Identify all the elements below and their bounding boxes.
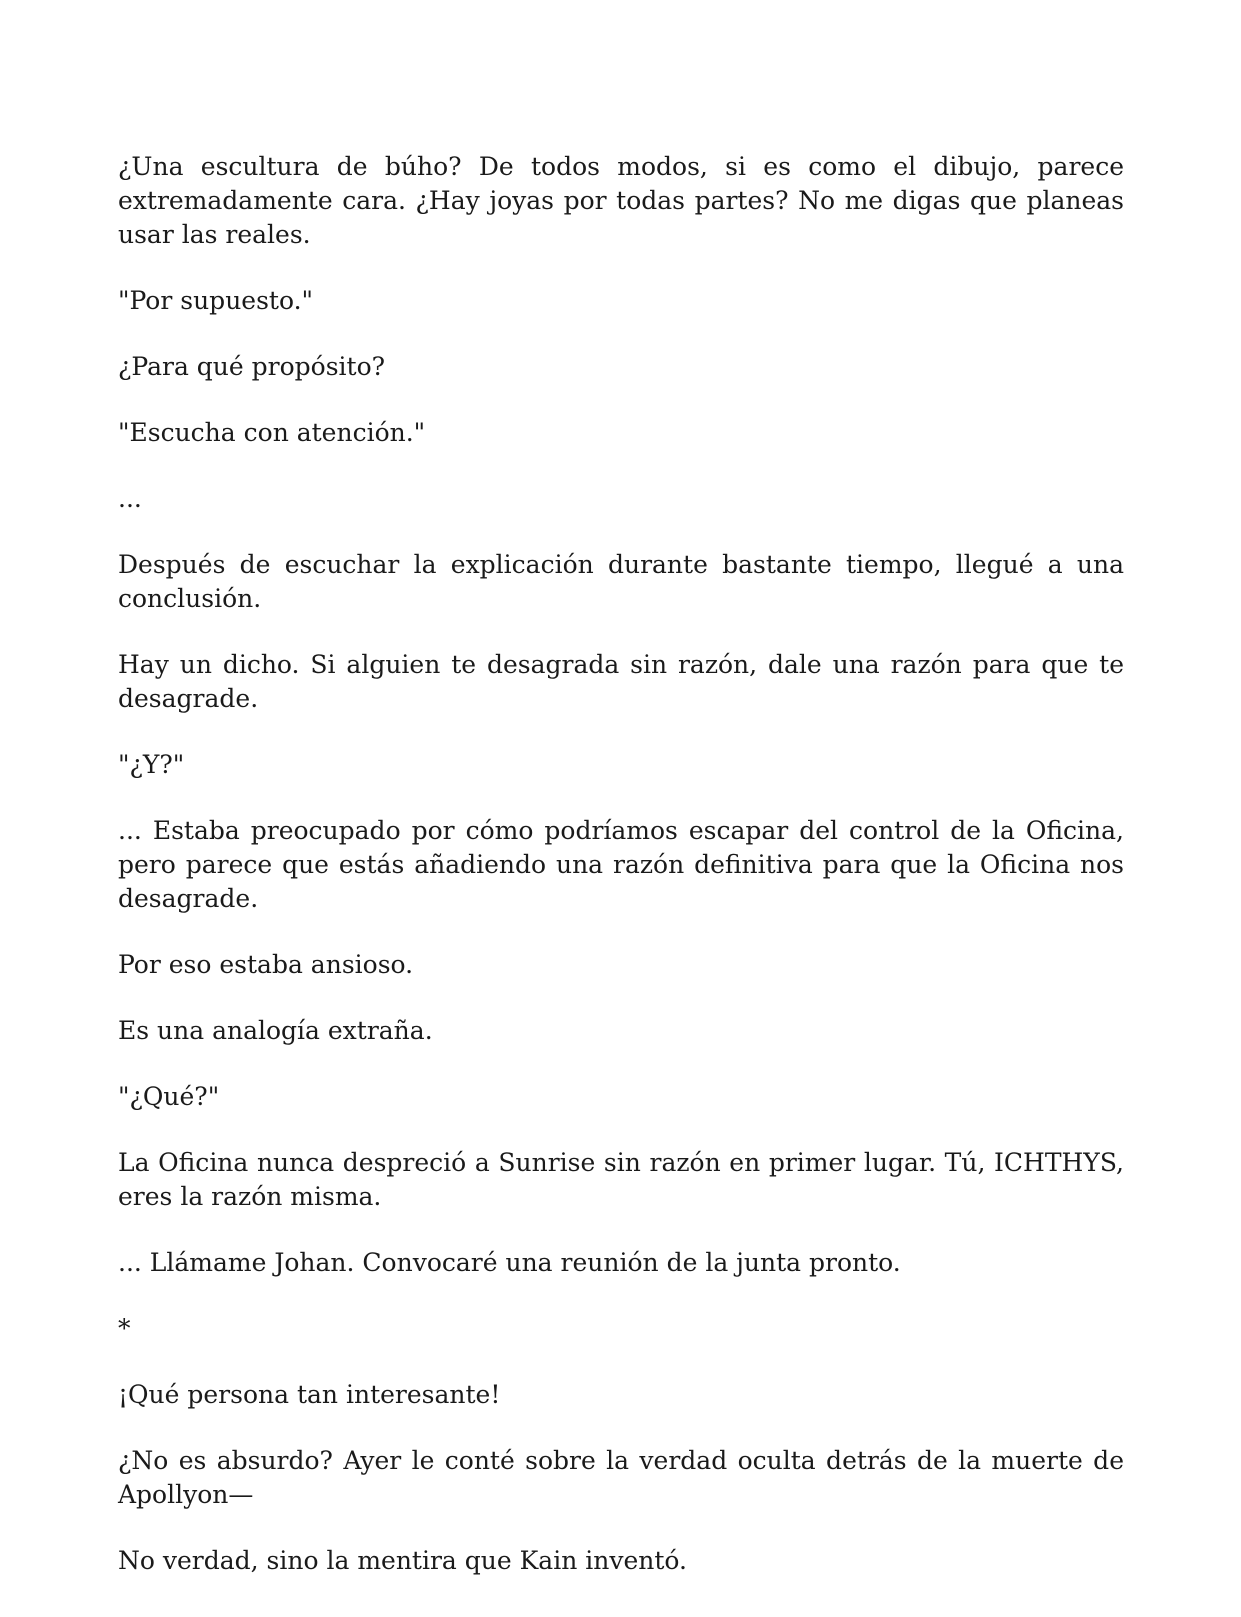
paragraph: ... <box>118 484 142 513</box>
paragraph: "¿Y?" <box>118 750 185 779</box>
document-body <box>118 150 1124 1578</box>
paragraph: La Oficina nunca despreció a Sunrise sin razón en primer lugar. Tú, ICHTHYS, eres la razón misma. <box>118 1148 1124 1211</box>
paragraph: "¿Qué?" <box>118 1082 220 1111</box>
paragraph: Es una analogía extraña. <box>118 1016 433 1045</box>
paragraph: ... Llámame Johan. Convocaré una reunión de la junta pronto. <box>118 1248 901 1277</box>
paragraph: ¿No es absurdo? Ayer le conté sobre la verdad oculta detrás de la muerte de Apollyon— <box>118 1446 1124 1509</box>
paragraph: Después de escuchar la explicación durante bastante tiempo, llegué a una conclusión. <box>118 550 1124 613</box>
scene-break: * <box>118 1314 131 1343</box>
paragraph: "Por supuesto." <box>118 286 314 315</box>
paragraph: Por eso estaba ansioso. <box>118 950 414 979</box>
paragraph: "Escucha con atención." <box>118 418 426 447</box>
paragraph: ¡Qué persona tan interesante! <box>118 1380 501 1409</box>
paragraph: ¿Para qué propósito? <box>118 352 386 381</box>
paragraph: ... Estaba preocupado por cómo podríamos escapar del control de la Oficina, pero parece que estás añadiendo una razón definitiva para que la Oficina nos desagrade. <box>118 816 1124 913</box>
paragraph: ¿Una escultura de búho? De todos modos, si es como el dibujo, parece extremadamente cara. ¿Hay joyas por todas partes? No me digas que planeas usar las reales. <box>118 152 1124 249</box>
paragraph: No verdad, sino la mentira que Kain inventó. <box>118 1546 687 1575</box>
paragraph: Hay un dicho. Si alguien te desagrada sin razón, dale una razón para que te desagrade. <box>118 650 1124 713</box>
